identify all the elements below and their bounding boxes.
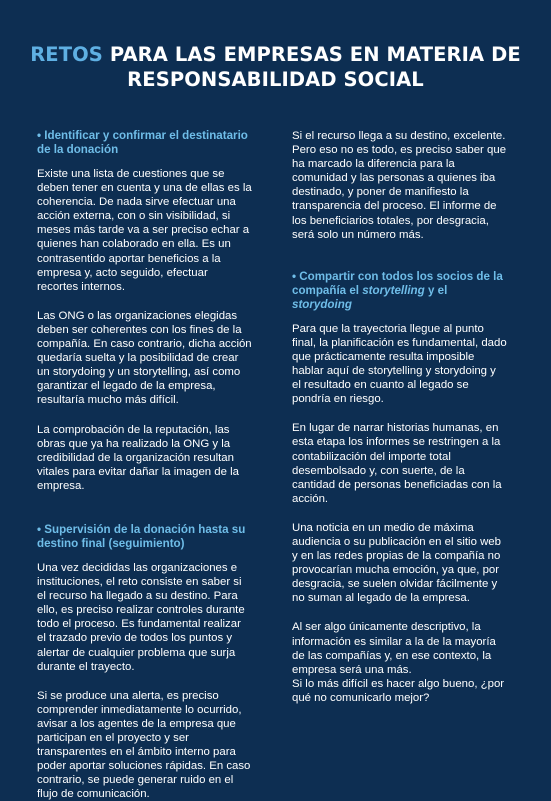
paragraph: Al ser algo únicamente descriptivo, la información es similar a la de la mayoría de las compañías y, en ese contexto, la empresa será una más. [292,621,496,676]
paragraph: En lugar de narrar historias humanas, en esta etapa los informes se restringen a la contabilización del importe total desembolsado y, con suerte, de la cantidad de personas beneficiadas con la acción. [292,422,502,505]
heading-text: y el [424,283,448,297]
section-heading-identify: • Identificar y confirmar el destinatario de la donación [37,129,248,156]
title-accent: RETOS [30,43,103,66]
title-line2: RESPONSABILIDAD SOCIAL [127,68,424,91]
paragraph: Para que la trayectoria llegue al punto final, la planificación es fundamental, dado que prácticamente resulta imposible hablar aquí de storytelling y storydoing y el resultado en cuanto al legado se pondría en riesgo. [292,322,507,406]
paragraph: Si lo más difícil es hacer algo bueno, ¿por qué no comunicarlo mejor? [292,677,505,704]
paragraph: Si el recurso llega a su destino, excelente. Pero eso no es todo, es preciso saber que ha marcado la diferencia para la comunidad y las personas a quienes iba destinado, y poner de manifiesto la transparencia del proceso. El informe de los beneficiarios totales, por desgracia, será solo un número más. [292,130,507,241]
paragraph: Existe una lista de cuestiones que se deben tener en cuenta y una de ellas es la coherencia. De nada sirve efectuar una acción externa, con o sin visibilidad, si meses más tarde va a ser preciso echar a quienes han colaborado en ella. Es un contrasentido aportar beneficios a la empresa y, acto seguido, efectuar recortes internos. [37,168,252,293]
paragraph: Una vez decididas las organizaciones e instituciones, el reto consiste en saber si el recurso ha llegado a su destino. Para ello, es preciso realizar controles durante todo el proceso. Es fundamental realizar el trazado previo de todos los puntos y alertar de cualquier problema que surja durante el trayecto. [37,561,245,673]
section-heading-supervision: • Supervisión de la donación hasta su destino final (seguimiento) [37,522,246,550]
heading-emphasis: storytelling [362,283,425,297]
heading-text: • Compartir con todos los socios de la compañía el [292,269,503,297]
paragraph: Las ONG o las organizaciones elegidas deben ser coherentes con los fines de la compañía. En caso contrario, dicha acción quedaría suelta y la posibilidad de crear un storydoing y un storytelling, así como garantizar el legado de la empresa, resultaría mucho más difícil. [37,309,252,407]
section-heading-share [292,270,507,312]
title-line1-rest: PARA LAS EMPRESAS EN MATERIA DE [102,43,521,66]
left-column [37,129,252,801]
paragraph: La comprobación de la reputación, las obras que ya ha realizado la ONG y la credibilidad de la organización resultan vitales para evitar dañar la imagen de la empresa. [37,423,239,492]
page-title [20,42,531,92]
paragraph: Una noticia en un medio de máxima audiencia o su publicación en el sitio web y en las redes propias de la compañía no provocarían mucha emoción, ya que, por desgracia, se suelen olvidar fácilmente y no suman al legado de la empresa. [292,521,501,605]
paragraph: Si se produce una alerta, es preciso comprender inmediatamente lo ocurrido, avisar a los agentes de la empresa que participan en el proyecto y ser transparentes en el ámbito interno para poder aportar soluciones rápidas. En caso contrario, se puede generar ruido en el flujo de comunicación. [37,689,251,801]
heading-emphasis: storydoing [292,297,352,311]
right-column [292,129,507,705]
